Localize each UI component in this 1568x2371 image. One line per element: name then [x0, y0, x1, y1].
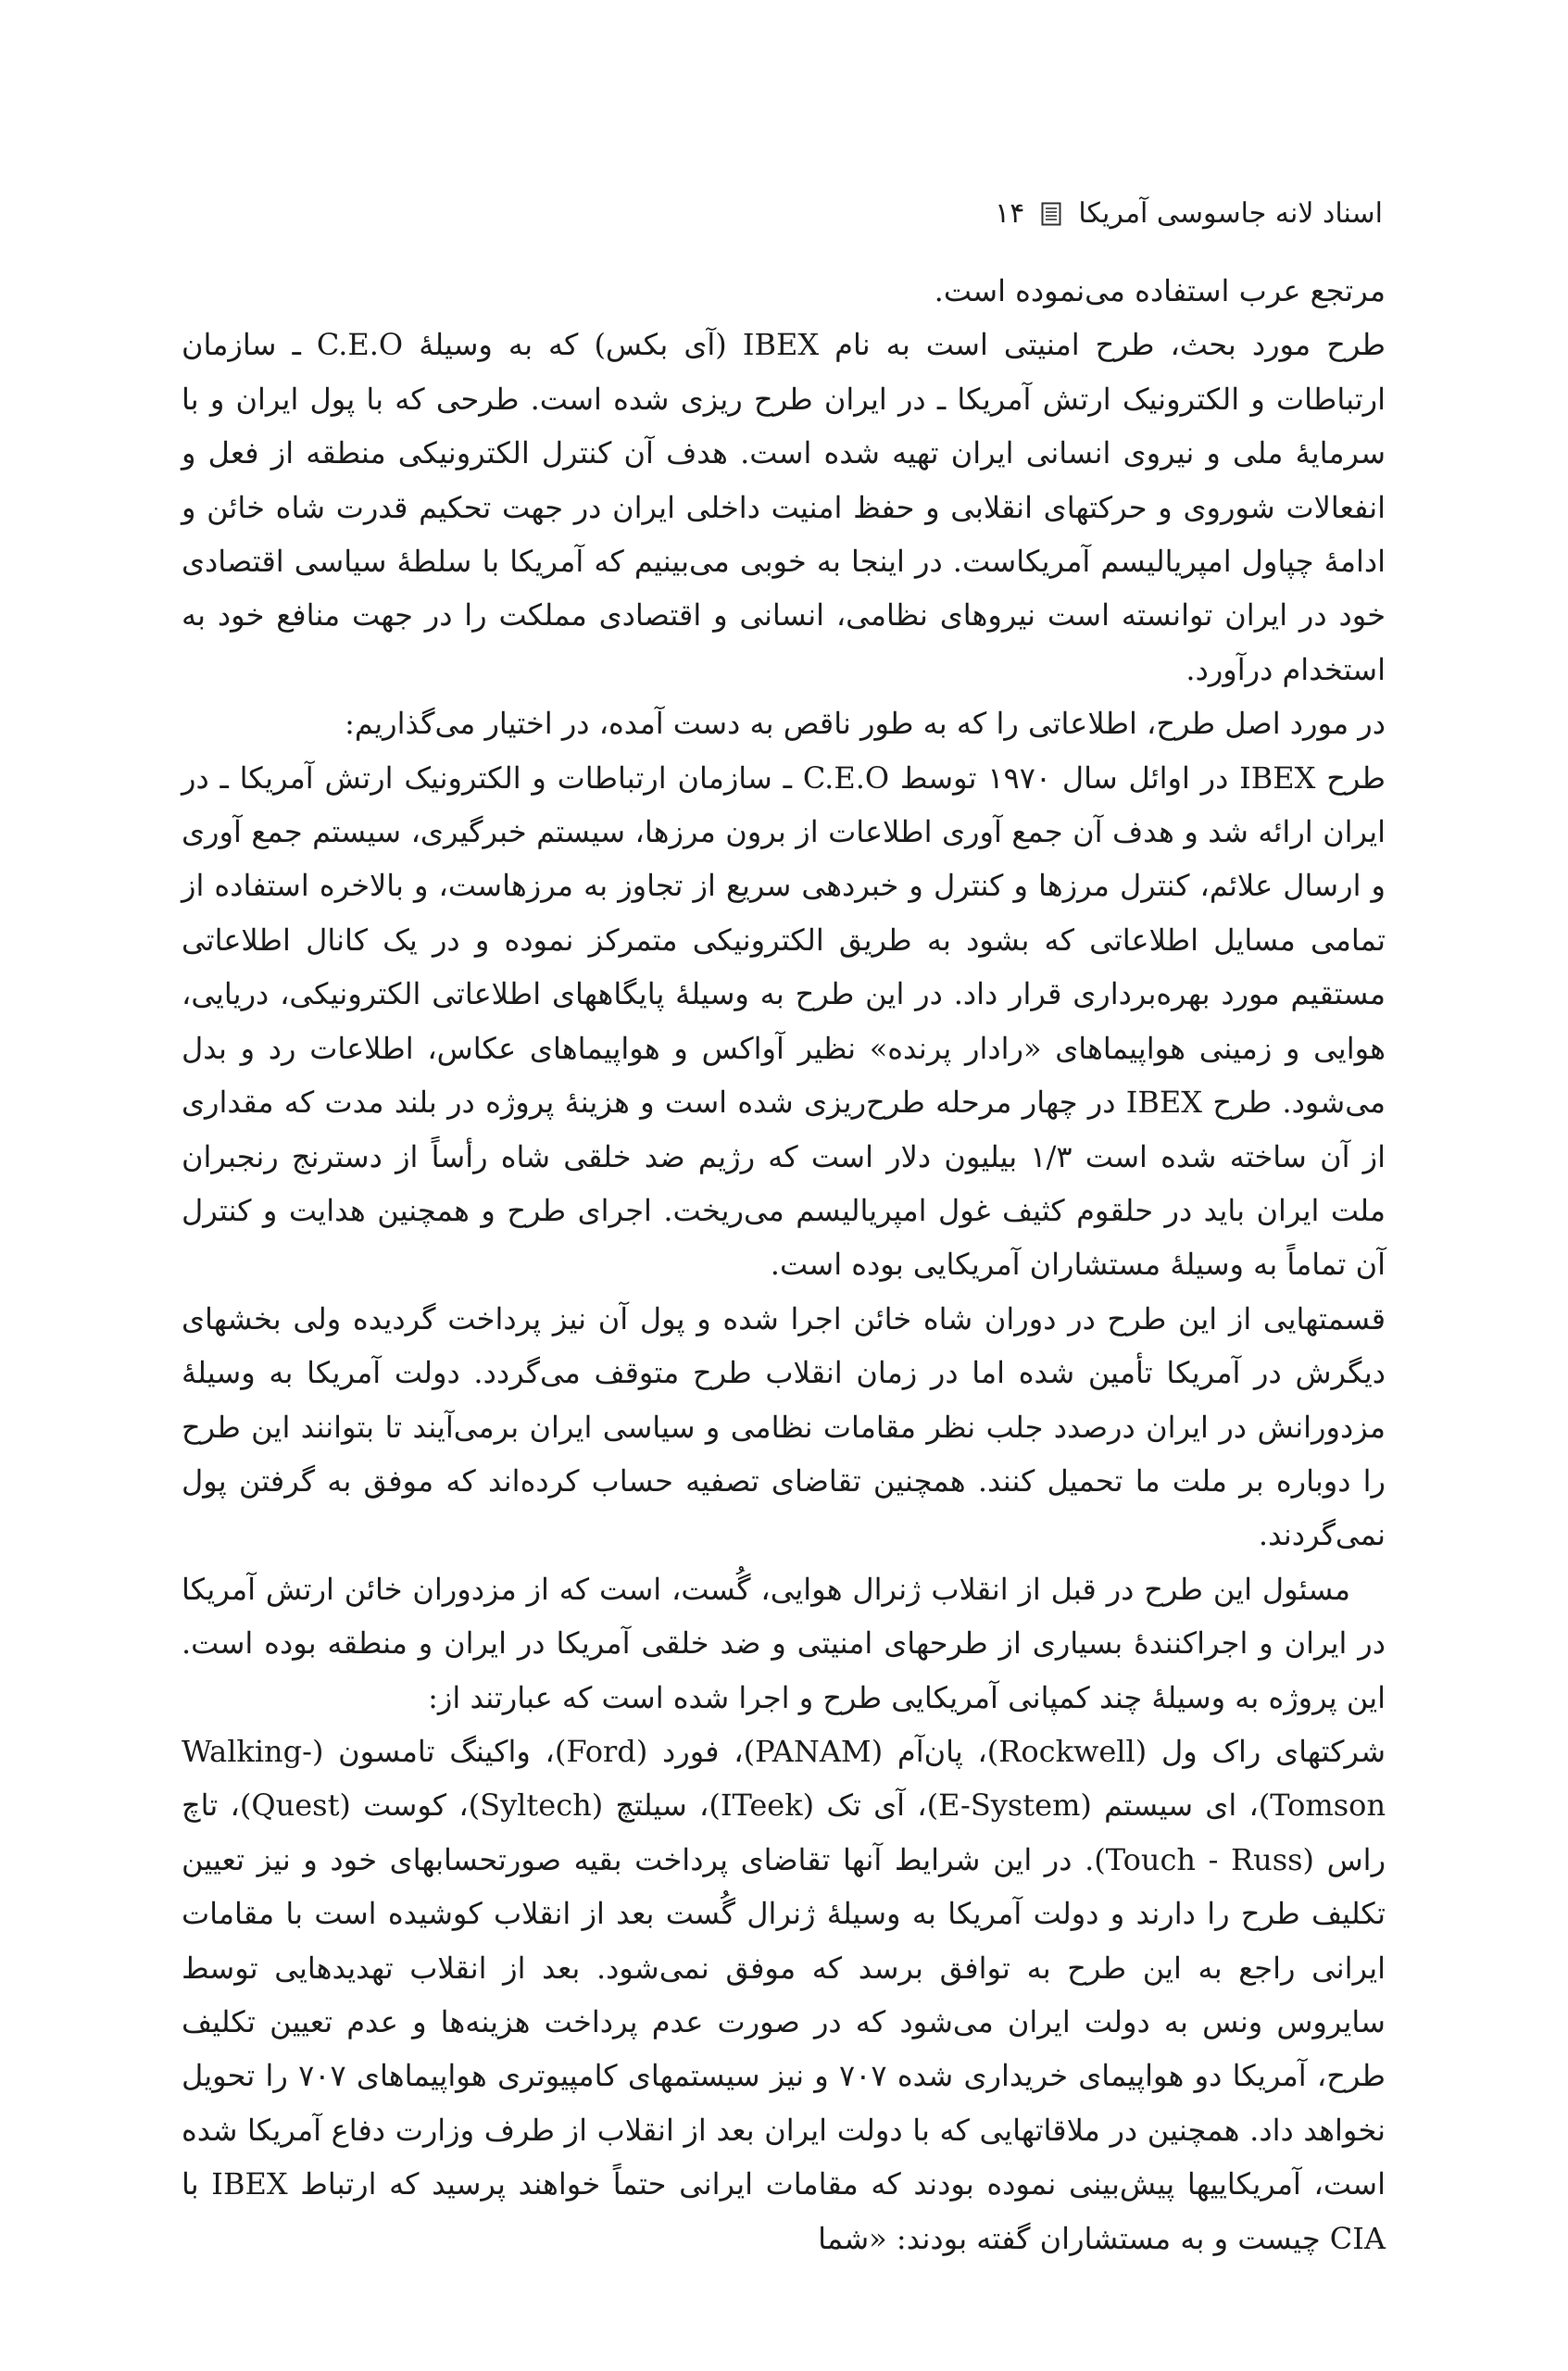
paragraph: مسئول این طرح در قبل از انقلاب ژنرال هوایی، گُست، است که از مزدوران خائن ارتش آمریکا در ایران و اجراکنندهٔ بسیاری از طرحهای امنیتی و ضد خلقی آمریکا در ایران و منطقه بوده است. این پروژه به وسیلهٔ چند کمپانی آمریکایی طرح و اجرا شده است که عبارتند از:	[182, 1571, 1386, 1715]
paragraph: در مورد اصل طرح، اطلاعاتی را که به طور ناقص به دست آمده، در اختیار می‌گذاریم:	[345, 706, 1386, 742]
paragraph: مرتجع عرب استفاده می‌نموده است.	[934, 273, 1386, 308]
paragraph: طرح IBEX در اوائل سال ۱۹۷۰ توسط C.E.O ـ سازمان ارتباطات و الکترونیک ارتش آمریکا ـ در ایران ارائه شد و هدف آن جمع آوری اطلاعات از برون مرزها، سیستم خبرگیری، سیستم جمع آوری و ارسال علائم، کنترل مرزها و کنترل و خبردهی سریع از تجاوز به مرزهاست، و بالاخره استفاده از تمامی مسایل اطلاعاتی که بشود به طریق الکترونیکی متمرکز نموده و در یک کانال اطلاعاتی مستقیم مورد بهره‌برداری قرار داد. در این طرح به وسیلهٔ پایگاههای اطلاعاتی الکترونیکی، دریایی، هوایی و زمینی هواپیماهای «رادار پرنده» نظیر آواکس و هواپیماهای عکاس، اطلاعات رد و بدل می‌شود. طرح IBEX در چهار مرحله طرح‌ریزی شده است و هزینهٔ پروژه در بلند مدت که مقداری از آن ساخته شده است ۱/۳ بیلیون دلار است که رژیم ضد خلقی شاه رأساً از دسترنج رنجبران ملت ایران باید در حلقوم کثیف غول امپریالیسم می‌ریخت. اجرای طرح و همچنین هدایت و کنترل آن تماماً به وسیلهٔ مستشاران آمریکایی بوده است.	[182, 759, 1386, 1283]
document-page-icon	[1041, 201, 1061, 225]
running-header	[182, 190, 1383, 236]
paragraph: قسمتهایی از این طرح در دوران شاه خائن اجرا شده و پول آن نیز پرداخت گردیده ولی بخشهای دیگرش در آمریکا تأمین شده اما در زمان انقلاب طرح متوقف می‌گردد. دولت آمریکا به وسیلهٔ مزدورانش در ایران درصدد جلب نظر مقامات نظامی و سیاسی ایران برمی‌آیند تا بتوانند این طرح را دوباره بر ملت ما تحمیل کنند. همچنین تقاضای تصفیه حساب کرده‌اند که موفق به گرفتن پول نمی‌گردند.	[182, 1300, 1386, 1553]
paragraph: شرکتهای راک ول (Rockwell)، پان‌آم (PANAM)، فورد (Ford)، واکینگ تامسون (Walking-Tomson)، ای سیستم (E-System)، آی تک (ITeek)، سیلتچ (Syltech)، کوست (Quest)، تاچ راس (Touch - Russ). در این شرایط آنها تقاضای پرداخت بقیه صورتحسابهای خود و نیز تعیین تکلیف طرح را دارند و دولت آمریکا به وسیلهٔ ژنرال گُست بعد از انقلاب کوشیده است با مقامات ایرانی راجع به این طرح به توافق برسد که موفق نمی‌شود. بعد از انقلاب تهدیدهایی توسط سایروس ونس به دولت ایران می‌شود که در صورت عدم پرداخت هزینه‌ها و عدم تعیین تکلیف طرح، آمریکا دو هواپیمای خریداری شده ۷۰۷ و نیز سیستمهای کامپیوتری هواپیماهای ۷۰۷ را تحویل نخواهد داد. همچنین در ملاقاتهایی که با دولت ایران بعد از انقلاب از طرف وزارت دفاع آمریکا شده است، آمریکاییها پیش‌بینی نموده بودند که مقامات ایرانی حتماً خواهند پرسید که ارتباط IBEX با CIA چیست و به مستشاران گفته بودند: «شما	[182, 1733, 1386, 2256]
page-number: ۱۴	[995, 196, 1025, 230]
paragraph: طرح مورد بحث، طرح امنیتی است به نام IBEX (آی بکس) که به وسیلهٔ C.E.O ـ سازمان ارتباطات و الکترونیک ارتش آمریکا ـ در ایران طرح ریزی شده است. طرحی که با پول ایران و با سرمایهٔ ملی و نیروی انسانی ایران تهیه شده است. هدف آن کنترل الکترونیکی منطقه از فعل و انفعالات شوروی و حرکتهای انقلابی و حفظ امنیت داخلی ایران در جهت تحکیم قدرت شاه خائن و ادامهٔ چپاول امپریالیسم آمریکاست. در اینجا به خوبی می‌بینیم که آمریکا با سلطهٔ سیاسی اقتصادی خود در ایران توانسته است نیروهای نظامی، انسانی و اقتصادی مملکت را در جهت منافع خود به استخدام درآورد.	[182, 327, 1386, 687]
book-title: اسناد لانه جاسوسی آمریکا	[1078, 196, 1383, 230]
body-text	[182, 264, 1386, 2265]
